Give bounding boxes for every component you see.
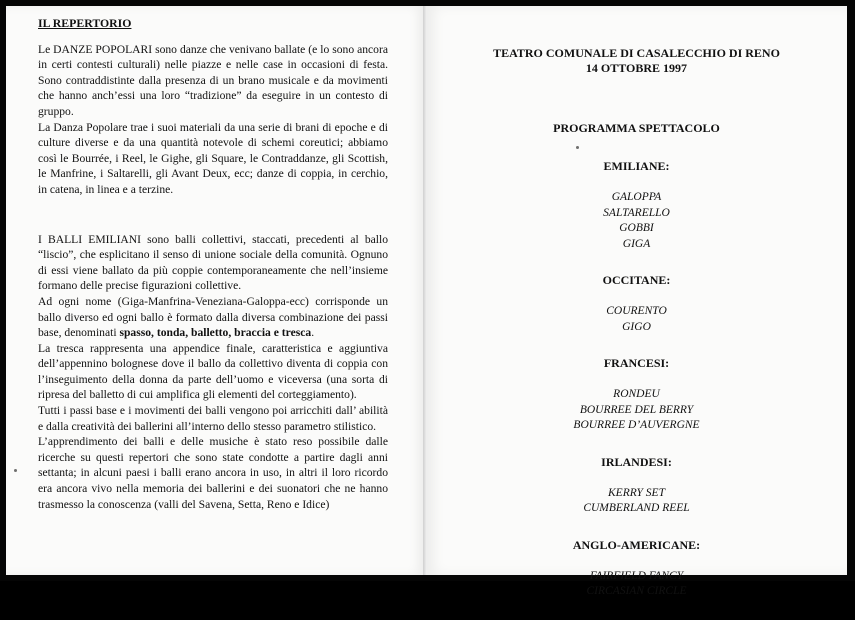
- passi-base-suffix: .: [311, 326, 315, 340]
- dance-item: GOBBI: [619, 222, 654, 234]
- section-title: IL REPERTORIO: [38, 16, 132, 30]
- paragraph-danze-popolari: Le DANZE POPOLARI sono danze che venivano ballate (e lo sono ancora in certi contesti culturali) nelle piazze e nelle case in occasioni di festa. Sono contraddistinte dalla presenza di un brano musicale e da movimenti che hanno anch’essi una loro “tradizione” da eseguire in un contesto di gruppo.: [38, 42, 388, 118]
- dance-item: BOURREE D’AUVERGNE: [573, 419, 700, 431]
- repertorio-text: [38, 16, 388, 512]
- dance-item: SALTARELLO: [603, 206, 670, 219]
- dance-item: FAIRFIELD FANCY: [589, 569, 684, 582]
- paragraph-ogni-nome: [38, 294, 388, 341]
- program-text: [426, 46, 847, 620]
- dance-item: CUMBERLAND REEL: [583, 502, 690, 514]
- passi-base-bold: spasso, tonda, balletto, braccia e tresca: [119, 326, 312, 340]
- left-page: [6, 6, 424, 575]
- dance-item: GIGA: [622, 237, 651, 250]
- group-occitane: [426, 272, 847, 335]
- paragraph-tresca: La tresca rappresenta una appendice finale, caratteristica e aggiuntiva dell’appennino bolognese dove il ballo da collettivo diventa di coppia con l’inseguimento della donna da parte dell’uomo e viceversa (una sorta di ripresa del balletto di cui amplifica gli elementi del corteggiamento).: [38, 341, 388, 402]
- dance-item: RONDEU: [613, 388, 660, 400]
- date-heading: 14 OTTOBRE 1997: [585, 61, 688, 75]
- group-emiliane: [426, 158, 847, 252]
- group-irlandesi: [426, 454, 847, 517]
- dance-item: KERRY SET: [608, 486, 665, 499]
- group-title: IRLANDESI:: [601, 454, 672, 469]
- dance-item: GIGO: [622, 320, 651, 333]
- paragraph-danza-popolare-materiali: La Danza Popolare trae i suoi materiali da una serie di brani di epoche e di culture diverse e da una quantità notevole di schemi coreutici; abbiamo così le Bourrée, i Reel, le Gighe, gli Square, le Contraddanze, gli Scottish, le Manfrine, i Saltarelli, gli Avant Deux, ecc; danze di coppia, in cerchio, in catena, in linea e a terzine.: [38, 120, 388, 196]
- paragraph-spacer: [38, 198, 388, 232]
- group-title: ANGLO-AMERICANE:: [572, 537, 701, 552]
- group-title: EMILIANE:: [603, 159, 670, 173]
- group-title: OCCITANE:: [602, 273, 671, 287]
- group-francesi: [426, 355, 847, 434]
- right-page: [426, 6, 847, 597]
- paragraph-apprendimento: L’apprendimento dei balli e delle musiche è stato reso possibile dalle ricerche su questi repertori che sono state condotte a partire dagli anni settanta; in alcuni paesi i balli erano ancora in uso, in altri il loro ricordo era ancora vivo nella memoria dei ballerini e dei suonatori che ne hanno trasmesso la conoscenza (valli del Savena, Setta, Reno e Idice): [38, 435, 388, 511]
- paragraph-passi-base: Tutti i passi base e i movimenti dei balli vengono poi arricchiti dall’ abilità e dalla creatività dei ballerini all’interno dello stesso parametro stilistico.: [38, 404, 388, 433]
- group-title: FRANCESI:: [603, 356, 670, 370]
- dance-item: BOURREE DEL BERRY: [579, 403, 694, 416]
- paragraph-balli-emiliani: I BALLI EMILIANI sono balli collettivi, staccati, precedenti al ballo “liscio”, che esplicitano il senso di unione sociale della comunità. Ognuno di essi viene ballato da più coppie contemporaneamente che nell’insieme formano delle precise figurazioni collettive.: [38, 232, 388, 293]
- paragraph-ogni-nome-text: Ad ogni nome (Giga-Manfrina-Veneziana-Galoppa-ecc) corrisponde un ballo diverso ed ogni ballo è formato dalla diversa combinazione dei passi base, denominati: [38, 294, 388, 340]
- venue-heading: TEATRO COMUNALE DI CASALECCHIO DI RENO: [493, 46, 780, 60]
- dance-item: COURENTO: [606, 305, 667, 317]
- page-mark: [576, 146, 579, 149]
- dance-item: GALOPPA: [611, 191, 662, 203]
- group-anglo-americane: [426, 537, 847, 600]
- dance-item: CIRCASIAN CIRCLE: [586, 585, 687, 597]
- page-mark: [14, 469, 17, 472]
- program-title: PROGRAMMA SPETTACOLO: [553, 121, 720, 135]
